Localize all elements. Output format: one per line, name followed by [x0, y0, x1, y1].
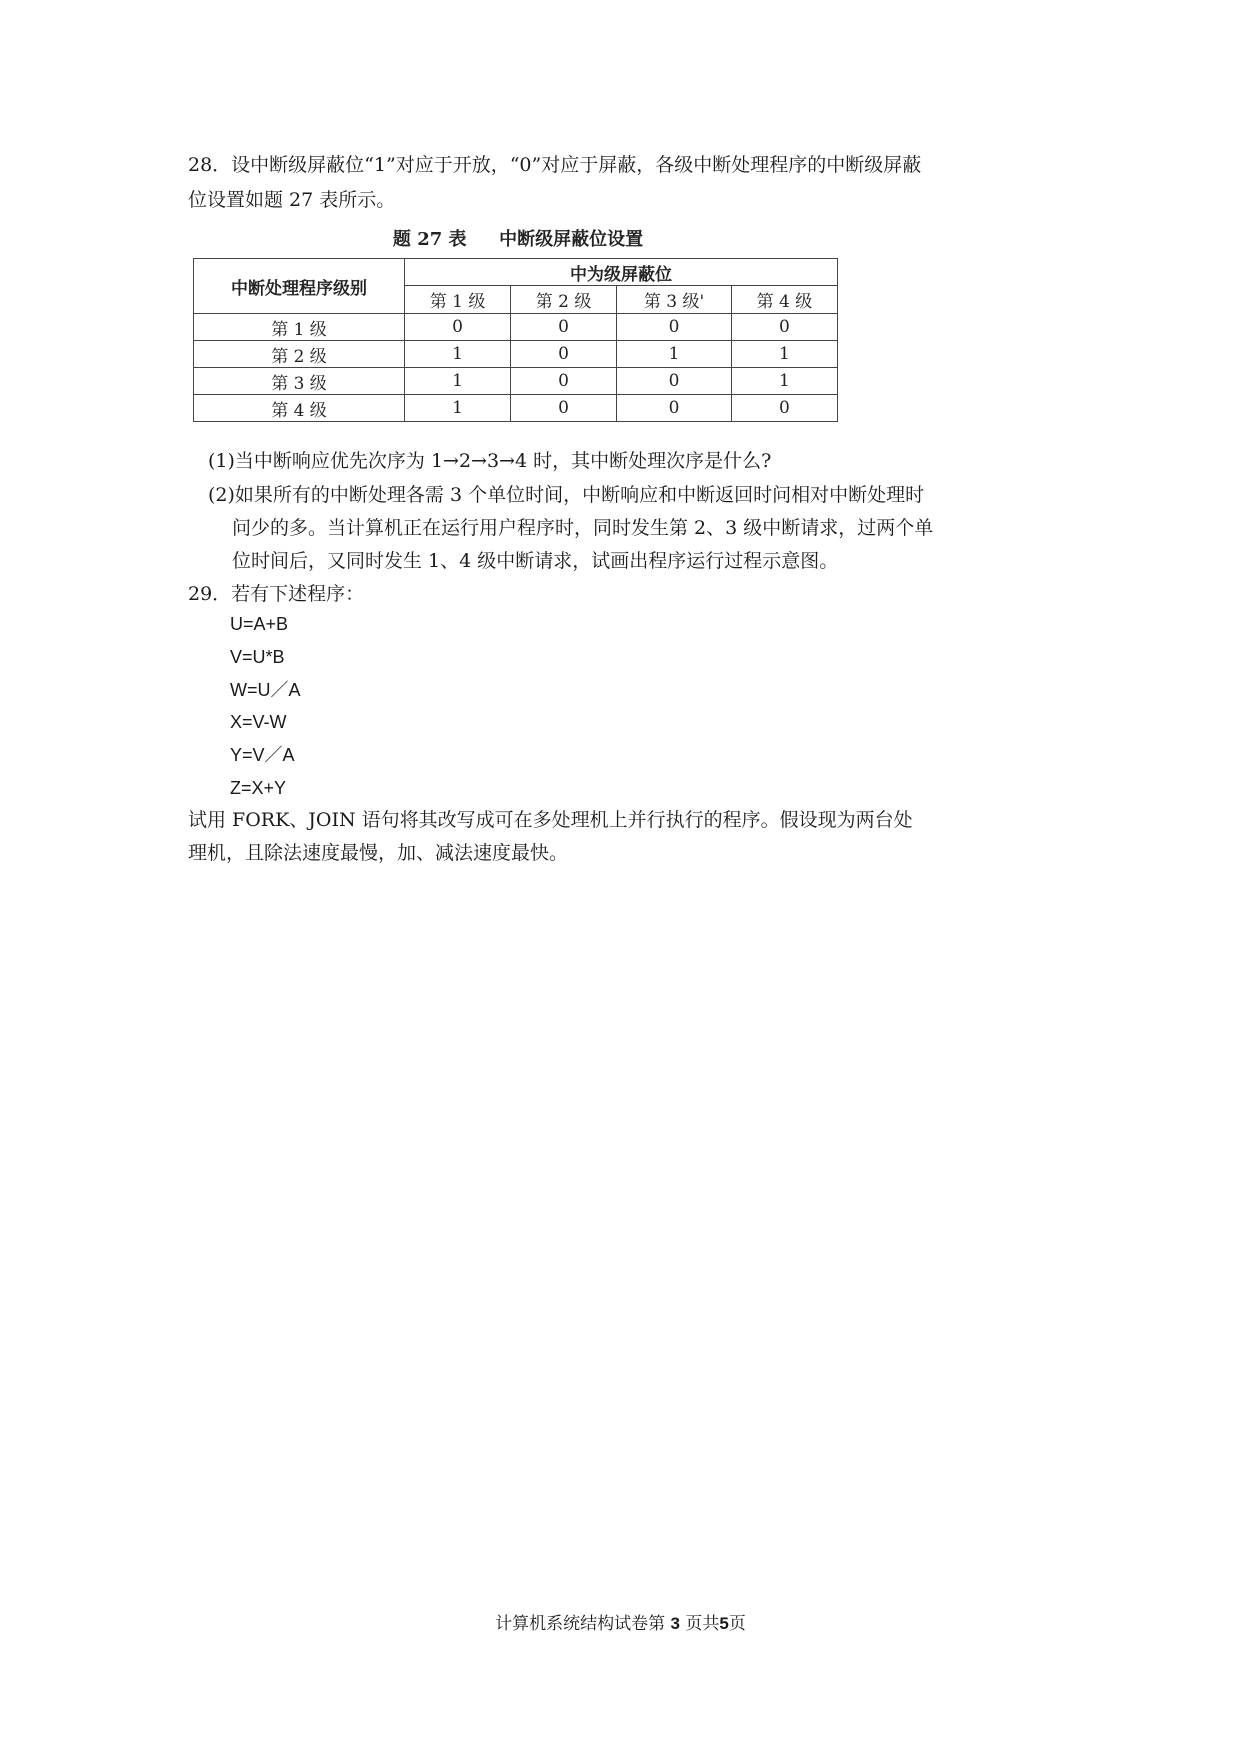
- q28-sub1: (1)当中断响应优先次序为 1→2→3→4 时，其中断处理次序是什么?: [208, 450, 772, 472]
- code-line: X=V-W: [230, 712, 287, 732]
- footer-prefix: 计算机系统结构试卷第: [495, 1614, 666, 1634]
- mask-table: [193, 258, 838, 422]
- code-line: Y=V／A: [230, 745, 295, 765]
- table-title-prefix: 题 27 表: [392, 229, 467, 250]
- table-cell: 0: [617, 368, 732, 395]
- table-cell: 0: [405, 314, 511, 341]
- table-cell: 1: [405, 341, 511, 368]
- code-line: Z=X+Y: [230, 778, 287, 798]
- q29-tail1: 试用 FORK、JOIN 语句将其改写成可在多处理机上并行执行的程序。假设现为两台处: [188, 809, 913, 831]
- column-header: 第 3 级': [617, 286, 732, 314]
- table-cell: 0: [617, 314, 732, 341]
- table-title: [193, 228, 843, 252]
- scanned-table: [193, 228, 843, 424]
- table-cell: 1: [405, 395, 511, 422]
- row-label: 第 4 级: [194, 395, 405, 422]
- code-line: W=U／A: [230, 680, 301, 700]
- code-line: U=A+B: [230, 614, 289, 634]
- footer-suffix: 页: [728, 1614, 746, 1634]
- code-line: V=U*B: [230, 647, 285, 667]
- table-cell: 0: [731, 314, 837, 341]
- q28-sub2-line3: 位时间后，又同时发生 1、4 级中断请求，试画出程序运行过程示意图。: [232, 550, 839, 572]
- column-header: 第 4 级: [731, 286, 837, 314]
- table-cell: 0: [511, 395, 617, 422]
- table-cell: 1: [617, 341, 732, 368]
- table-row: [194, 368, 838, 395]
- q28-line2: 位设置如题 27 表所示。: [188, 189, 396, 211]
- q29-intro: 29．若有下述程序：: [188, 583, 365, 605]
- row-label: 第 3 级: [194, 368, 405, 395]
- table-cell: 1: [405, 368, 511, 395]
- table-row: [194, 341, 838, 368]
- q29-tail2: 理机，且除法速度最慢，加、减法速度最快。: [188, 842, 569, 864]
- table-cell: 0: [511, 341, 617, 368]
- table-cell: 1: [731, 368, 837, 395]
- column-header: 第 2 级: [511, 286, 617, 314]
- col-group-header: 中为级屏蔽位: [405, 259, 838, 286]
- q28-sub2-line1: (2)如果所有的中断处理各需 3 个单位时间，中断响应和中断返回时问相对中断处理时: [208, 484, 925, 506]
- table-cell: 1: [731, 341, 837, 368]
- footer-total-pages: 5: [719, 1614, 729, 1633]
- q28-line1: 28．设中断级屏蔽位“1”对应于开放，“0”对应于屏蔽，各级中断处理程序的中断级屏蔽: [188, 154, 922, 176]
- page-footer: [0, 1612, 1241, 1636]
- row-label: 第 2 级: [194, 341, 405, 368]
- table-cell: 0: [511, 314, 617, 341]
- table-row: [194, 314, 838, 341]
- row-label: 第 1 级: [194, 314, 405, 341]
- table-row: [194, 395, 838, 422]
- table-cell: 0: [511, 368, 617, 395]
- column-header: 第 1 级: [405, 286, 511, 314]
- q28-sub2-line2: 问少的多。当计算机正在运行用户程序时，同时发生第 2、3 级中断请求，过两个单: [232, 517, 934, 539]
- table-cell: 0: [617, 395, 732, 422]
- footer-page-number: 3: [670, 1614, 680, 1633]
- footer-middle: 页共: [685, 1614, 720, 1634]
- table-title-main: 中断级屏蔽位设置: [499, 229, 644, 250]
- table-cell: 0: [731, 395, 837, 422]
- row-header: 中断处理程序级别: [194, 259, 405, 314]
